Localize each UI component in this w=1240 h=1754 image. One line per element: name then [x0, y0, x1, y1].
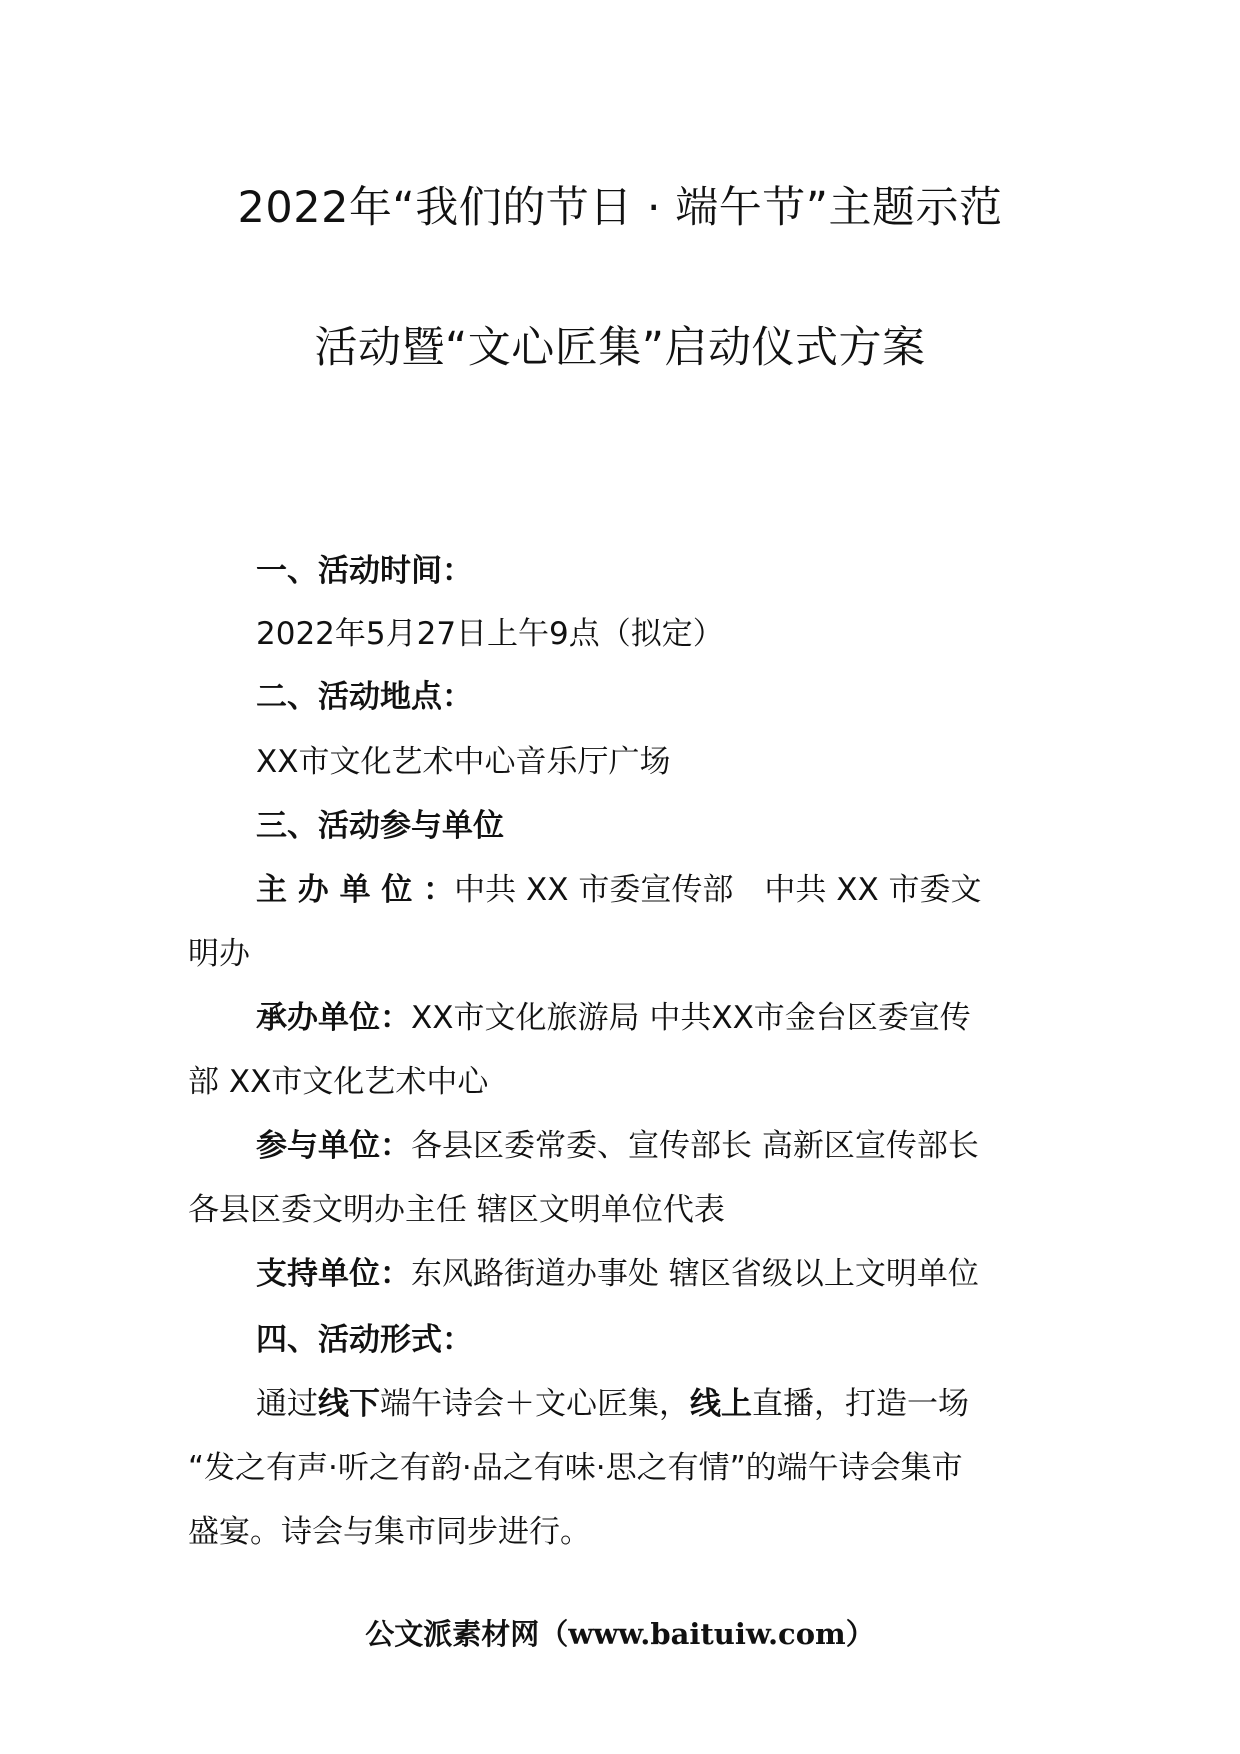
- footer-watermark: 公文派素材网（www.baituiw.com）: [365, 1617, 875, 1651]
- organizer-unit-label: 承办单位：: [256, 1000, 411, 1036]
- form-text-online: 线上: [690, 1386, 752, 1422]
- section-time-body: 2022年5月27日上午9点（拟定）: [256, 616, 724, 652]
- host-unit-text: 中共 XX 市委宣传部 中共 XX 市委文: [454, 872, 982, 908]
- form-text-e: 直播，打造一场: [752, 1386, 969, 1422]
- document-title-line-2: 活动暨“文心匠集”启动仪式方案: [314, 323, 926, 373]
- participant-unit-label: 参与单位：: [256, 1128, 411, 1164]
- form-text-a: 通过: [256, 1386, 318, 1422]
- section-place-heading: 二、活动地点：: [256, 679, 473, 715]
- form-paragraph-line-3: 盛宴。诗会与集市同步进行。: [188, 1514, 591, 1550]
- form-text-c: 端午诗会＋文心匠集，: [380, 1386, 690, 1422]
- support-unit-text: 东风路街道办事处 辖区省级以上文明单位: [411, 1256, 979, 1292]
- support-unit-label: 支持单位：: [256, 1256, 411, 1292]
- participant-unit-text: 各县区委常委、宣传部长 高新区宣传部长: [411, 1128, 979, 1164]
- section-units-heading: 三、活动参与单位: [256, 808, 504, 844]
- participant-unit-line-2: 各县区委文明办主任 辖区文明单位代表: [188, 1192, 725, 1228]
- form-text-offline: 线下: [318, 1386, 380, 1422]
- host-unit-line-2: 明办: [188, 936, 250, 972]
- participant-unit-line-1: [256, 1124, 979, 1168]
- document-title-line-1: 2022年“我们的节日 · 端午节”主题示范: [237, 183, 1003, 233]
- host-unit-label: 主 办 单 位 ：: [256, 872, 455, 908]
- section-time-heading: 一、活动时间：: [256, 553, 473, 589]
- section-place-body: XX市文化艺术中心音乐厅广场: [256, 744, 671, 780]
- form-paragraph-line-2: “发之有声·听之有韵·品之有味·思之有情”的端午诗会集市: [188, 1450, 963, 1486]
- organizer-unit-line-2: 部 XX市文化艺术中心: [188, 1064, 489, 1100]
- organizer-unit-line-1: [256, 996, 971, 1040]
- support-unit-line-1: [256, 1252, 979, 1296]
- form-paragraph-line-1: [256, 1382, 969, 1426]
- organizer-unit-text: XX市文化旅游局 中共XX市金台区委宣传: [411, 1000, 971, 1036]
- section-form-heading: 四、活动形式：: [256, 1322, 473, 1358]
- host-unit-line-1: [256, 868, 982, 912]
